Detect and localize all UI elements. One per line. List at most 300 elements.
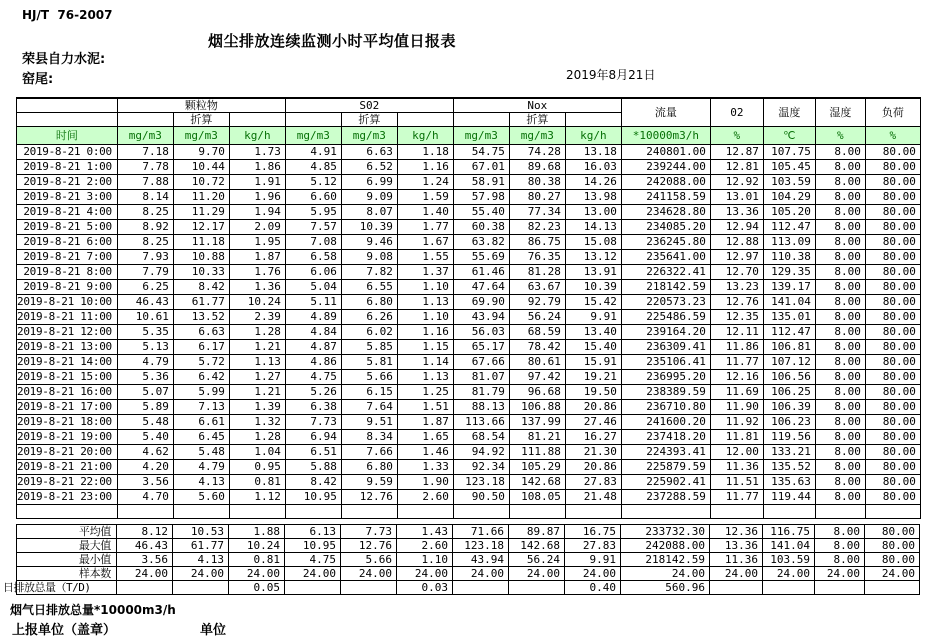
value-cell: 5.95 — [285, 205, 341, 220]
value-cell: 6.38 — [285, 400, 341, 415]
value-cell: 6.51 — [285, 445, 341, 460]
value-cell: 13.36 — [710, 205, 763, 220]
empty-cell — [117, 505, 173, 519]
standard-number: HJ/T 76-2007 — [22, 8, 113, 22]
unit-header: mg/m3 — [453, 127, 509, 145]
value-cell: 113.09 — [763, 235, 815, 250]
empty-cell — [341, 505, 397, 519]
table-row — [17, 475, 921, 490]
value-cell: 8.00 — [815, 400, 865, 415]
monitoring-location: 窑尾: — [22, 72, 54, 87]
value-cell: 1.10 — [397, 280, 453, 295]
value-cell: 80.00 — [865, 340, 920, 355]
value-cell: 0.03 — [397, 581, 453, 595]
value-cell: 1.87 — [229, 250, 285, 265]
value-cell: 74.28 — [509, 145, 565, 160]
unit-header: mg/m3 — [173, 127, 229, 145]
value-cell: 8.92 — [117, 220, 173, 235]
value-cell: 60.38 — [453, 220, 509, 235]
value-cell: 4.84 — [285, 325, 341, 340]
value-cell: 8.25 — [117, 235, 173, 250]
value-cell: 46.43 — [117, 295, 173, 310]
value-cell: 8.00 — [815, 250, 865, 265]
unit-header: ℃ — [763, 127, 815, 145]
value-cell: 0.40 — [565, 581, 621, 595]
value-cell: 1.73 — [229, 145, 285, 160]
value-cell: 236309.41 — [621, 340, 710, 355]
value-cell: 1.25 — [397, 385, 453, 400]
empty-cell — [453, 505, 509, 519]
value-cell: 129.35 — [763, 265, 815, 280]
unit-header-row — [17, 127, 921, 145]
value-cell: 8.00 — [815, 553, 865, 567]
value-cell: 21.48 — [565, 490, 621, 505]
value-cell: 8.00 — [815, 415, 865, 430]
value-cell: 1.32 — [229, 415, 285, 430]
value-cell: 6.17 — [173, 340, 229, 355]
header-time: 时间 — [17, 127, 118, 145]
value-cell: 80.00 — [865, 460, 920, 475]
value-cell: 80.00 — [865, 175, 920, 190]
table-row — [17, 250, 921, 265]
value-cell: 1.13 — [229, 355, 285, 370]
table-row — [17, 415, 921, 430]
table-row — [17, 539, 920, 553]
value-cell: 12.81 — [710, 160, 763, 175]
value-cell — [509, 581, 565, 595]
table-row — [17, 355, 921, 370]
value-cell: 10.44 — [173, 160, 229, 175]
value-cell: 2.39 — [229, 310, 285, 325]
value-cell: 1.27 — [229, 370, 285, 385]
value-cell: 78.42 — [509, 340, 565, 355]
empty-cell — [763, 505, 815, 519]
table-row — [17, 295, 921, 310]
value-cell: 8.00 — [815, 385, 865, 400]
header-humidity: 湿度 — [815, 98, 865, 127]
value-cell: 6.60 — [285, 190, 341, 205]
value-cell: 24.00 — [815, 567, 865, 581]
unit-header: *10000m3/h — [621, 127, 710, 145]
value-cell: 1.14 — [397, 355, 453, 370]
value-cell: 24.00 — [341, 567, 397, 581]
value-cell: 89.87 — [509, 525, 565, 539]
value-cell: 80.00 — [865, 553, 920, 567]
unit-header: % — [815, 127, 865, 145]
report-date: 2019年8月21日 — [566, 68, 656, 82]
value-cell: 43.94 — [453, 553, 509, 567]
value-cell: 8.00 — [815, 355, 865, 370]
value-cell: 11.29 — [173, 205, 229, 220]
value-cell — [763, 581, 815, 595]
empty-cell — [815, 505, 865, 519]
value-cell: 5.07 — [117, 385, 173, 400]
table-row — [17, 445, 921, 460]
value-cell: 12.11 — [710, 325, 763, 340]
unit-header: % — [865, 127, 920, 145]
value-cell: 1.40 — [397, 205, 453, 220]
summary-table — [3, 524, 920, 595]
value-cell: 71.66 — [453, 525, 509, 539]
value-cell: 16.75 — [565, 525, 621, 539]
value-cell: 4.75 — [285, 370, 341, 385]
value-cell: 141.04 — [763, 295, 815, 310]
value-cell: 1.67 — [397, 235, 453, 250]
value-cell: 123.18 — [453, 539, 509, 553]
value-cell: 7.93 — [117, 250, 173, 265]
value-cell: 61.77 — [173, 295, 229, 310]
value-cell: 9.51 — [341, 415, 397, 430]
value-cell: 8.42 — [285, 475, 341, 490]
value-cell: 7.79 — [117, 265, 173, 280]
value-cell: 242088.00 — [621, 175, 710, 190]
value-cell: 241600.20 — [621, 415, 710, 430]
value-cell: 240801.00 — [621, 145, 710, 160]
table-row — [17, 370, 921, 385]
value-cell: 135.63 — [763, 475, 815, 490]
value-cell: 6.42 — [173, 370, 229, 385]
header-o2: 02 — [710, 98, 763, 127]
value-cell: 15.42 — [565, 295, 621, 310]
value-cell: 218142.59 — [621, 553, 710, 567]
value-cell: 1.10 — [397, 310, 453, 325]
value-cell: 4.70 — [117, 490, 173, 505]
value-cell: 236710.80 — [621, 400, 710, 415]
value-cell: 110.38 — [763, 250, 815, 265]
value-cell: 1.18 — [397, 145, 453, 160]
empty-cell — [509, 505, 565, 519]
value-cell: 235106.41 — [621, 355, 710, 370]
value-cell: 55.69 — [453, 250, 509, 265]
value-cell: 89.68 — [509, 160, 565, 175]
value-cell: 5.48 — [117, 415, 173, 430]
row-label: 2019-8-21 4:00 — [17, 205, 118, 220]
table-row — [17, 205, 921, 220]
value-cell: 237418.20 — [621, 430, 710, 445]
value-cell: 141.04 — [763, 539, 815, 553]
value-cell: 5.36 — [117, 370, 173, 385]
value-cell: 1.12 — [229, 490, 285, 505]
value-cell: 10.39 — [565, 280, 621, 295]
value-cell: 13.01 — [710, 190, 763, 205]
value-cell: 8.00 — [815, 370, 865, 385]
header-load: 负荷 — [865, 98, 920, 127]
value-cell: 12.36 — [710, 525, 763, 539]
value-cell: 80.00 — [865, 325, 920, 340]
value-cell: 0.95 — [229, 460, 285, 475]
group-header-so2: S02 — [285, 98, 453, 113]
value-cell: 5.66 — [341, 553, 397, 567]
value-cell: 2.60 — [397, 490, 453, 505]
row-label: 最大值 — [17, 539, 117, 553]
value-cell: 1.91 — [229, 175, 285, 190]
header-temperature: 温度 — [763, 98, 815, 127]
value-cell: 105.20 — [763, 205, 815, 220]
value-cell: 111.88 — [509, 445, 565, 460]
value-cell: 13.00 — [565, 205, 621, 220]
value-cell: 10.61 — [117, 310, 173, 325]
value-cell: 7.57 — [285, 220, 341, 235]
header-flow: 流量 — [621, 98, 710, 127]
blank-header-cell — [565, 113, 621, 127]
value-cell: 8.00 — [815, 490, 865, 505]
value-cell: 80.00 — [865, 400, 920, 415]
value-cell: 1.37 — [397, 265, 453, 280]
value-cell: 123.18 — [453, 475, 509, 490]
table-row — [17, 310, 921, 325]
value-cell: 80.61 — [509, 355, 565, 370]
table-row — [17, 460, 921, 475]
value-cell: 5.48 — [173, 445, 229, 460]
value-cell: 80.00 — [865, 145, 920, 160]
value-cell: 27.83 — [565, 475, 621, 490]
row-label: 2019-8-21 11:00 — [17, 310, 118, 325]
value-cell: 1.76 — [229, 265, 285, 280]
value-cell: 13.98 — [565, 190, 621, 205]
value-cell: 10.72 — [173, 175, 229, 190]
value-cell: 133.21 — [763, 445, 815, 460]
value-cell: 1.43 — [397, 525, 453, 539]
blank-header-cell — [397, 113, 453, 127]
value-cell: 7.88 — [117, 175, 173, 190]
value-cell: 4.91 — [285, 145, 341, 160]
value-cell: 1.95 — [229, 235, 285, 250]
value-cell: 5.85 — [341, 340, 397, 355]
value-cell: 4.79 — [117, 355, 173, 370]
value-cell: 9.59 — [341, 475, 397, 490]
value-cell: 6.58 — [285, 250, 341, 265]
row-label: 2019-8-21 17:00 — [17, 400, 118, 415]
blank-header-cell — [285, 113, 341, 127]
value-cell: 135.52 — [763, 460, 815, 475]
value-cell: 24.00 — [763, 567, 815, 581]
value-cell — [865, 581, 920, 595]
row-label: 2019-8-21 6:00 — [17, 235, 118, 250]
value-cell: 13.52 — [173, 310, 229, 325]
row-label: 2019-8-21 15:00 — [17, 370, 118, 385]
value-cell: 9.91 — [565, 310, 621, 325]
value-cell: 239244.00 — [621, 160, 710, 175]
value-cell: 6.13 — [285, 525, 341, 539]
value-cell: 24.00 — [173, 567, 229, 581]
value-cell: 106.56 — [763, 370, 815, 385]
unit-header: mg/m3 — [285, 127, 341, 145]
value-cell: 5.66 — [341, 370, 397, 385]
row-label: 2019-8-21 20:00 — [17, 445, 118, 460]
value-cell: 4.75 — [285, 553, 341, 567]
value-cell: 80.00 — [865, 190, 920, 205]
value-cell: 234628.80 — [621, 205, 710, 220]
table-row — [17, 190, 921, 205]
value-cell: 11.77 — [710, 490, 763, 505]
value-cell: 67.66 — [453, 355, 509, 370]
value-cell: 218142.59 — [621, 280, 710, 295]
table-row — [17, 235, 921, 250]
value-cell: 242088.00 — [621, 539, 710, 553]
value-cell: 68.59 — [509, 325, 565, 340]
value-cell: 11.36 — [710, 553, 763, 567]
value-cell: 106.88 — [509, 400, 565, 415]
value-cell: 81.07 — [453, 370, 509, 385]
value-cell: 15.08 — [565, 235, 621, 250]
table-row — [17, 175, 921, 190]
value-cell: 5.88 — [285, 460, 341, 475]
value-cell: 94.92 — [453, 445, 509, 460]
value-cell: 6.55 — [341, 280, 397, 295]
value-cell: 5.89 — [117, 400, 173, 415]
value-cell: 1.21 — [229, 385, 285, 400]
value-cell: 5.40 — [117, 430, 173, 445]
value-cell: 6.45 — [173, 430, 229, 445]
value-cell: 7.64 — [341, 400, 397, 415]
value-cell: 1.21 — [229, 340, 285, 355]
value-cell: 24.00 — [453, 567, 509, 581]
value-cell — [710, 581, 763, 595]
value-cell: 6.99 — [341, 175, 397, 190]
table-row — [17, 280, 921, 295]
value-cell: 80.00 — [865, 539, 920, 553]
value-cell: 226322.41 — [621, 265, 710, 280]
value-cell: 1.10 — [397, 553, 453, 567]
value-cell: 80.00 — [865, 490, 920, 505]
value-cell: 57.98 — [453, 190, 509, 205]
value-cell: 12.87 — [710, 145, 763, 160]
row-label: 2019-8-21 7:00 — [17, 250, 118, 265]
value-cell: 106.23 — [763, 415, 815, 430]
value-cell: 9.70 — [173, 145, 229, 160]
value-cell: 9.46 — [341, 235, 397, 250]
row-label: 2019-8-21 5:00 — [17, 220, 118, 235]
value-cell: 12.97 — [710, 250, 763, 265]
value-cell: 10.39 — [341, 220, 397, 235]
value-cell: 20.86 — [565, 460, 621, 475]
value-cell: 11.81 — [710, 430, 763, 445]
value-cell: 6.94 — [285, 430, 341, 445]
value-cell — [815, 581, 865, 595]
value-cell: 56.24 — [509, 310, 565, 325]
value-cell: 8.00 — [815, 340, 865, 355]
value-cell: 1.15 — [397, 340, 453, 355]
value-cell: 5.04 — [285, 280, 341, 295]
value-cell: 27.46 — [565, 415, 621, 430]
value-cell: 241158.59 — [621, 190, 710, 205]
table-row — [17, 265, 921, 280]
value-cell: 97.42 — [509, 370, 565, 385]
value-cell: 13.36 — [710, 539, 763, 553]
unit-header: mg/m3 — [509, 127, 565, 145]
value-cell: 6.52 — [341, 160, 397, 175]
value-cell: 2.09 — [229, 220, 285, 235]
value-cell: 11.77 — [710, 355, 763, 370]
value-cell: 8.00 — [815, 145, 865, 160]
value-cell: 27.83 — [565, 539, 621, 553]
row-label: 2019-8-21 10:00 — [17, 295, 118, 310]
value-cell: 1.86 — [229, 160, 285, 175]
value-cell: 7.73 — [285, 415, 341, 430]
row-label: 2019-8-21 9:00 — [17, 280, 118, 295]
value-cell: 119.56 — [763, 430, 815, 445]
value-cell: 65.17 — [453, 340, 509, 355]
value-cell: 142.68 — [509, 475, 565, 490]
value-cell: 80.00 — [865, 430, 920, 445]
value-cell: 6.06 — [285, 265, 341, 280]
value-cell: 68.54 — [453, 430, 509, 445]
value-cell: 12.17 — [173, 220, 229, 235]
empty-cell — [173, 505, 229, 519]
value-cell: 5.35 — [117, 325, 173, 340]
unit-header: kg/h — [565, 127, 621, 145]
value-cell: 1.55 — [397, 250, 453, 265]
value-cell: 96.68 — [509, 385, 565, 400]
subheader-converted: 折算 — [173, 113, 229, 127]
value-cell: 13.40 — [565, 325, 621, 340]
value-cell: 4.79 — [173, 460, 229, 475]
row-label: 2019-8-21 8:00 — [17, 265, 118, 280]
unit-header: mg/m3 — [117, 127, 173, 145]
value-cell: 7.13 — [173, 400, 229, 415]
value-cell: 56.24 — [509, 553, 565, 567]
table-row — [17, 490, 921, 505]
value-cell: 135.01 — [763, 310, 815, 325]
value-cell: 81.21 — [509, 430, 565, 445]
value-cell: 11.20 — [173, 190, 229, 205]
value-cell: 14.13 — [565, 220, 621, 235]
value-cell: 24.00 — [285, 567, 341, 581]
value-cell: 220573.23 — [621, 295, 710, 310]
value-cell: 1.36 — [229, 280, 285, 295]
row-label: 2019-8-21 22:00 — [17, 475, 118, 490]
value-cell: 12.00 — [710, 445, 763, 460]
value-cell: 24.00 — [509, 567, 565, 581]
value-cell: 1.39 — [229, 400, 285, 415]
value-cell: 142.68 — [509, 539, 565, 553]
empty-cell — [229, 505, 285, 519]
value-cell: 6.80 — [341, 295, 397, 310]
table-row — [17, 325, 921, 340]
value-cell: 10.88 — [173, 250, 229, 265]
unit-header: % — [710, 127, 763, 145]
value-cell: 12.70 — [710, 265, 763, 280]
page-title: 烟尘排放连续监测小时平均值日报表 — [208, 32, 457, 50]
value-cell: 24.00 — [397, 567, 453, 581]
value-cell: 1.65 — [397, 430, 453, 445]
value-cell: 5.99 — [173, 385, 229, 400]
value-cell: 4.85 — [285, 160, 341, 175]
value-cell: 24.00 — [865, 567, 920, 581]
value-cell: 8.34 — [341, 430, 397, 445]
value-cell: 13.23 — [710, 280, 763, 295]
value-cell: 80.00 — [865, 265, 920, 280]
value-cell: 80.00 — [865, 280, 920, 295]
table-row — [17, 553, 920, 567]
unit-header: kg/h — [397, 127, 453, 145]
value-cell: 9.09 — [341, 190, 397, 205]
subheader-converted: 折算 — [509, 113, 565, 127]
value-cell: 107.12 — [763, 355, 815, 370]
value-cell: 80.38 — [509, 175, 565, 190]
value-cell: 80.00 — [865, 475, 920, 490]
table-row — [17, 145, 921, 160]
value-cell: 14.26 — [565, 175, 621, 190]
table-row — [17, 400, 921, 415]
value-cell — [453, 581, 509, 595]
value-cell: 15.40 — [565, 340, 621, 355]
value-cell: 7.73 — [341, 525, 397, 539]
value-cell: 7.82 — [341, 265, 397, 280]
value-cell: 81.28 — [509, 265, 565, 280]
row-label: 2019-8-21 0:00 — [17, 145, 118, 160]
value-cell: 12.76 — [710, 295, 763, 310]
